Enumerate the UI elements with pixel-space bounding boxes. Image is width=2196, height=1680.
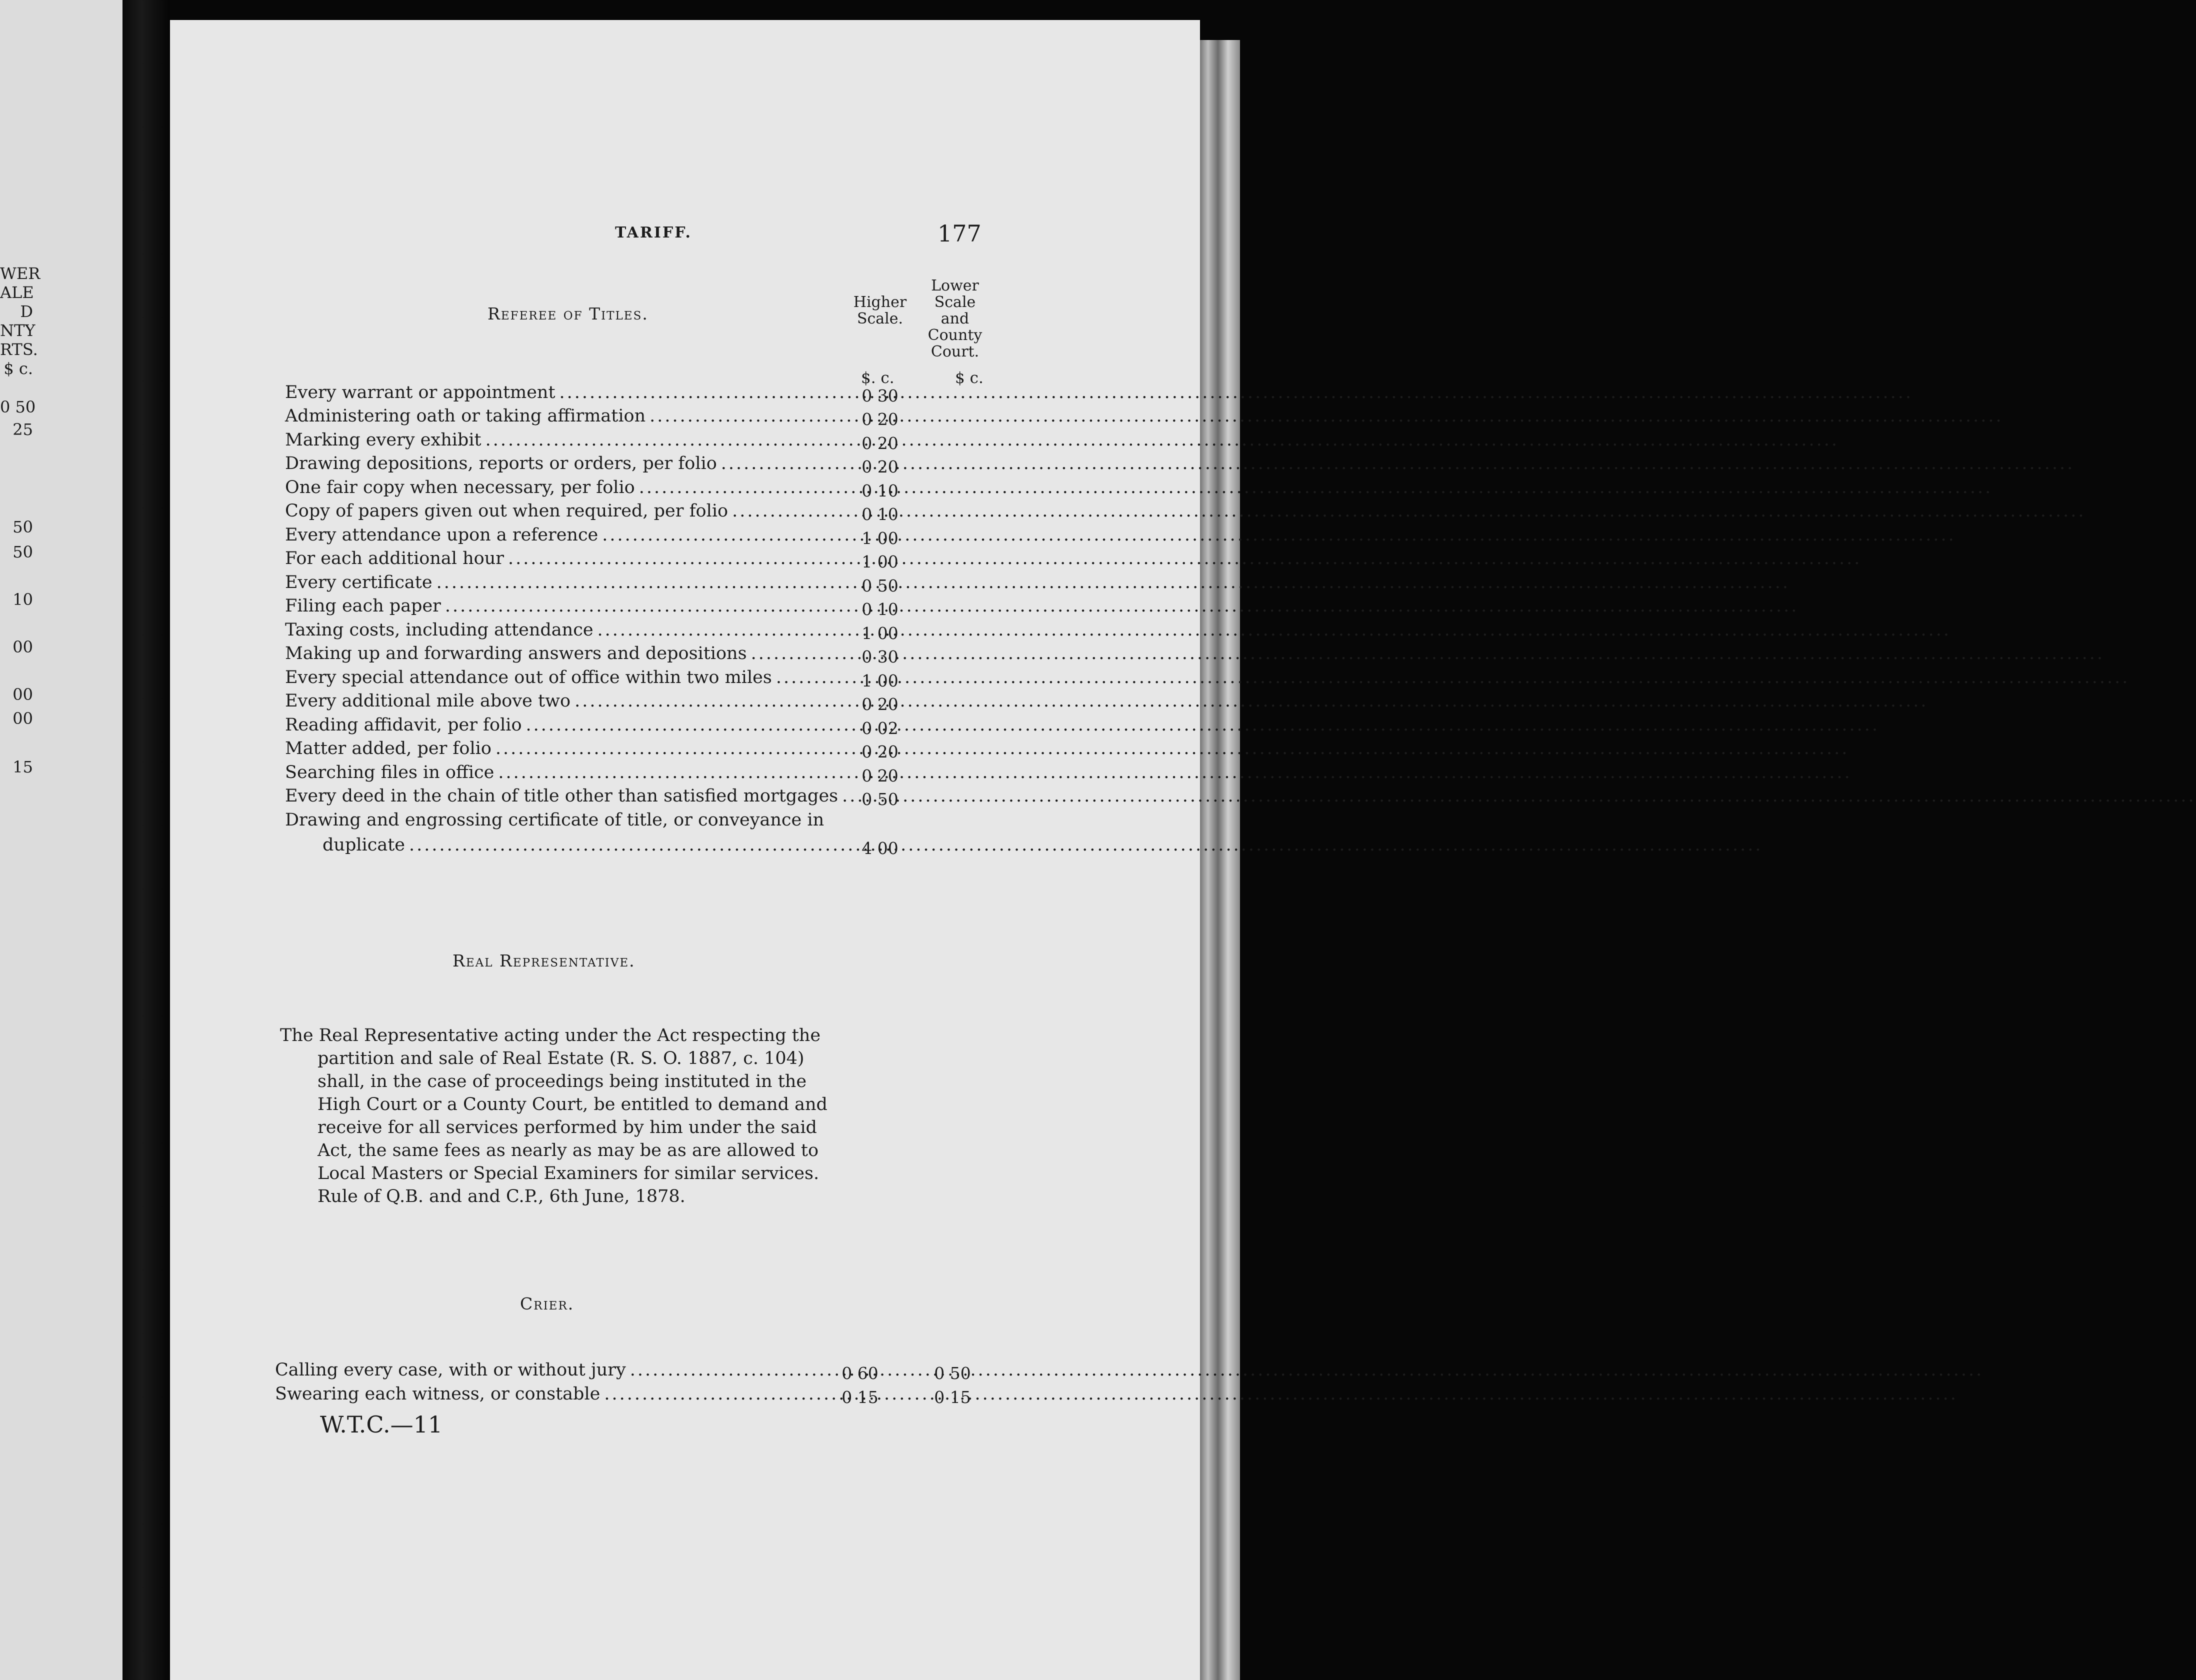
paragraph-line: High Court or a County Court, be entitled to demand and (318, 1094, 828, 1114)
paragraph-line: Local Masters or Special Examiners for similar services. (318, 1164, 820, 1184)
fee-row (285, 382, 900, 406)
dot-leader (498, 762, 1852, 782)
fee-label: Drawing and engrossing certificate of title, or conveyance in (285, 810, 824, 830)
left-fragment-text: $ c. (4, 359, 33, 378)
fee-row (285, 548, 900, 572)
lower-scale-header (920, 278, 990, 360)
higher-fee: 0 60 (842, 1364, 878, 1383)
page-number: 177 (938, 220, 982, 247)
left-fragment-text: 15 (12, 758, 33, 776)
page-edge (1200, 40, 1240, 1680)
dot-leader (508, 548, 1862, 568)
fee-row (285, 644, 900, 666)
fee-label: Filing each paper (285, 596, 441, 616)
fee-label: Copy of papers given out when required, per folio (285, 501, 728, 521)
higher-fee: 0 30 (862, 647, 898, 666)
higher-scale-header (840, 294, 920, 327)
fee-row (285, 715, 900, 738)
lower-fee: 0 15 (934, 1388, 971, 1407)
fee-row (285, 691, 900, 714)
real-representative-paragraph (280, 1024, 840, 1208)
lower-fee: 0 50 (934, 1364, 971, 1383)
signature-mark: W.T.C.—11 (320, 1411, 443, 1438)
dot-leader (496, 738, 1849, 758)
left-page-fragment (0, 0, 122, 1680)
left-fragment-text: WER (0, 264, 40, 283)
dot-leader (486, 430, 1839, 450)
higher-fee: 0 50 (862, 576, 898, 596)
left-fragment-text: 10 (12, 590, 33, 609)
lower-scale-header-line: Scale (934, 294, 976, 311)
fee-row (285, 596, 900, 619)
higher-fee: 0 20 (862, 434, 898, 453)
left-fragment-text: D (20, 302, 33, 321)
fee-row (285, 786, 900, 809)
fee-label: Reading affidavit, per folio (285, 715, 522, 735)
lower-scale-header-line: Lower (931, 277, 979, 294)
higher-fee: 0 02 (862, 718, 898, 738)
dot-leader (560, 382, 1913, 402)
fee-row (285, 501, 900, 524)
dot-leader (445, 596, 1798, 616)
fee-label: duplicate (322, 835, 405, 855)
fee-row (322, 835, 900, 858)
dot-leader (639, 478, 1992, 498)
higher-fee: 0 20 (862, 694, 898, 714)
fee-label: One fair copy when necessary, per folio (285, 478, 635, 498)
dot-leader (721, 454, 2074, 474)
left-fragment-text: ALE (0, 283, 34, 302)
fee-row (285, 430, 900, 453)
fee-label: Every certificate (285, 572, 432, 592)
lower-scale-header-line: and (940, 310, 970, 328)
fee-label: Making up and forwarding answers and depositions (285, 644, 747, 664)
fee-label: Administering oath or taking affirmation (285, 406, 646, 426)
left-fragment-text: 00 (12, 685, 33, 704)
section-title-crier: Crier. (520, 1294, 574, 1314)
fee-row (275, 1384, 830, 1407)
higher-fee: 0 10 (862, 600, 898, 619)
dot-leader (776, 668, 2130, 688)
section-title-referee: Referee of Titles. (488, 304, 648, 324)
fee-label: Every warrant or appointment (285, 382, 556, 402)
higher-fee: 0 20 (862, 457, 898, 476)
higher-fee: 0 10 (862, 504, 898, 524)
fee-label: Taxing costs, including attendance (285, 620, 594, 640)
fee-label: Every special attendance out of office within two miles (285, 668, 772, 688)
dot-leader (574, 691, 1928, 711)
dot-leader (604, 1384, 1958, 1404)
dot-leader (436, 572, 1790, 592)
dot-leader (732, 501, 2086, 521)
paragraph-line: shall, in the case of proceedings being instituted in the (318, 1072, 807, 1092)
higher-scale-header-line: Scale. (856, 310, 904, 328)
fee-row (285, 478, 900, 500)
higher-scale-header-line: Higher (853, 294, 907, 311)
paragraph-line: Act, the same fees as nearly as may be as are allowed to (318, 1140, 819, 1160)
lower-scale-header-line: County (928, 326, 982, 344)
dot-leader (751, 644, 2104, 664)
running-title: TARIFF. (615, 224, 692, 242)
fee-row (285, 406, 900, 429)
left-fragment-text: 50 (12, 542, 33, 562)
book-spine (122, 0, 170, 1680)
dot-leader (842, 786, 2196, 806)
dot-leader (598, 620, 1951, 640)
left-fragment-text: 00 (12, 709, 33, 728)
fee-label: Swearing each witness, or constable (275, 1384, 600, 1404)
left-fragment-text: RTS. (0, 340, 38, 359)
higher-fee: 0 30 (862, 386, 898, 406)
lower-scale-header-line: Court. (930, 343, 980, 360)
fee-row (285, 668, 900, 690)
left-fragment-text: 0 50 (0, 398, 36, 416)
fee-row (285, 454, 900, 476)
higher-fee: 1 00 (862, 552, 898, 572)
fee-label: Every attendance upon a reference (285, 525, 598, 545)
dot-leader (526, 715, 1880, 735)
section-title-real-representative: Real Representative. (452, 951, 636, 970)
fee-label: Drawing depositions, reports or orders, per folio (285, 454, 717, 474)
higher-fee: 4 00 (862, 838, 898, 858)
higher-unit-label: $. c. (861, 369, 894, 387)
higher-fee: 0 10 (862, 481, 898, 500)
left-fragment-text: 50 (12, 518, 33, 536)
fee-row (285, 620, 900, 643)
paragraph-line: Rule of Q.B. and and C.P., 6th June, 1878. (318, 1186, 686, 1206)
paragraph-line: partition and sale of Real Estate (R. S. O. 1887, c. 104) (318, 1048, 804, 1068)
lower-unit-label: $ c. (955, 369, 984, 387)
higher-fee: 0 20 (862, 742, 898, 762)
fee-row (285, 572, 900, 596)
fee-row (285, 525, 900, 548)
paragraph-line: The Real Representative acting under the Act respecting the (280, 1026, 821, 1046)
fee-label: Every deed in the chain of title other than satisfied mortgages (285, 786, 838, 806)
higher-fee: 0 50 (862, 790, 898, 809)
fee-row (285, 762, 900, 786)
dot-leader (602, 525, 1956, 545)
dot-leader (409, 835, 1762, 855)
higher-fee: 0 15 (842, 1388, 878, 1407)
higher-fee: 1 00 (862, 671, 898, 690)
left-fragment-text: 00 (12, 638, 33, 656)
higher-fee: 1 00 (862, 528, 898, 548)
fee-label: Matter added, per folio (285, 738, 492, 758)
fee-row (275, 1360, 830, 1383)
left-fragment-text: 25 (12, 420, 33, 439)
higher-fee: 0 20 (862, 410, 898, 429)
fee-row (285, 738, 900, 762)
fee-label: Calling every case, with or without jury (275, 1360, 626, 1380)
paragraph-line: receive for all services performed by him under the said (318, 1118, 817, 1138)
higher-fee: 0 20 (862, 766, 898, 786)
higher-fee: 1 00 (862, 624, 898, 643)
fee-label: Searching files in office (285, 762, 494, 782)
left-fragment-text: NTY (0, 321, 36, 340)
fee-label: Every additional mile above two (285, 691, 571, 711)
fee-label: Marking every exhibit (285, 430, 482, 450)
fee-label: For each additional hour (285, 548, 504, 568)
